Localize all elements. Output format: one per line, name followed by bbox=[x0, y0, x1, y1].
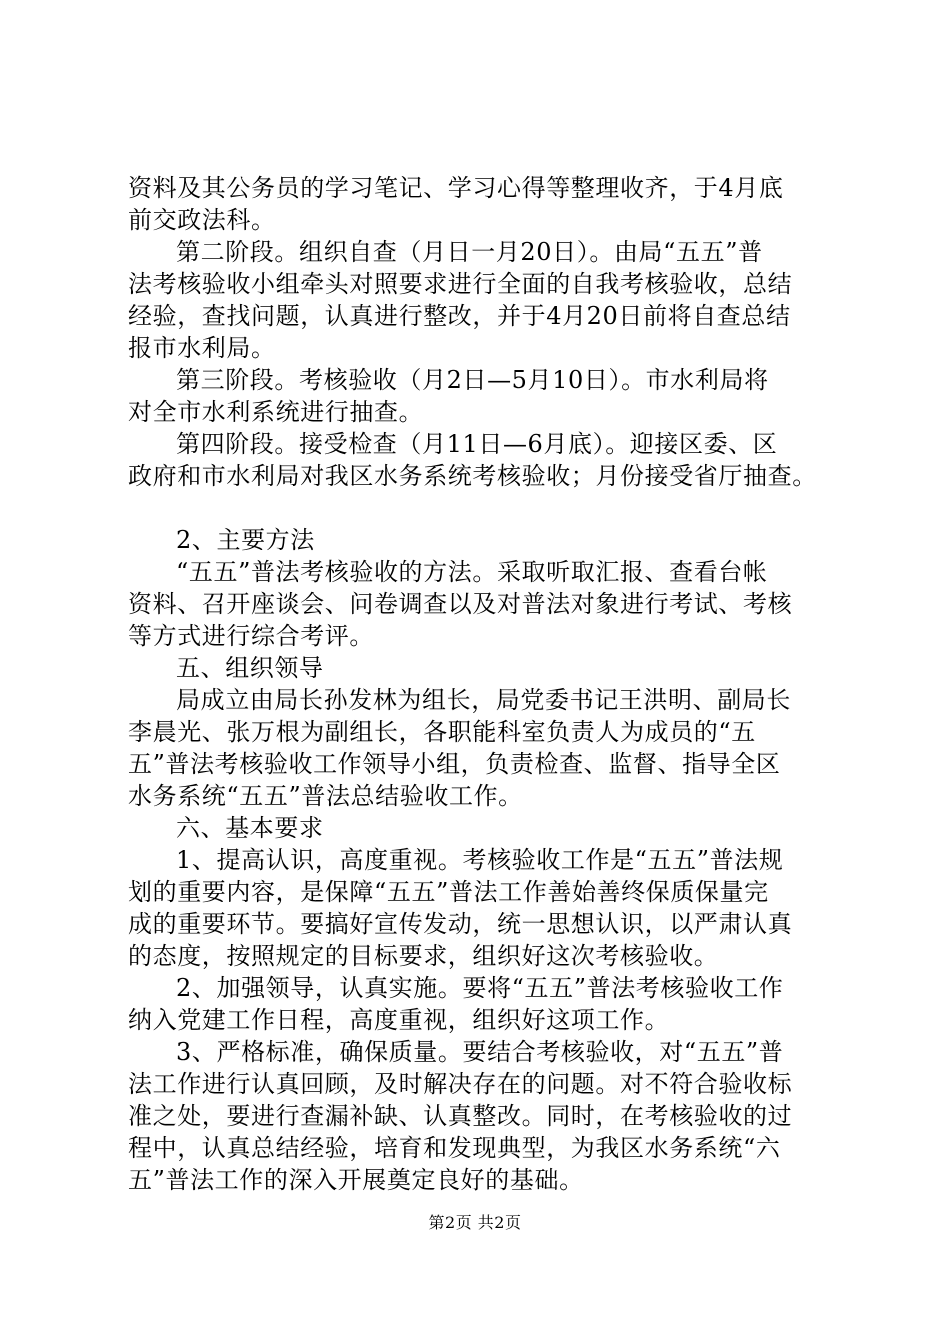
paragraph-line: 的态度，按照规定的目标要求，组织好这次考核验收。 bbox=[128, 942, 719, 970]
paragraph-line: 前交政法科。 bbox=[128, 206, 276, 234]
paragraph-line: 水务系统“五五”普法总结验收工作。 bbox=[128, 782, 523, 810]
paragraph-line: 纳入党建工作日程，高度重视，组织好这项工作。 bbox=[128, 1006, 670, 1034]
stage-three-line: 第三阶段。考核验收（月2日—5月10日）。市水利局将 bbox=[176, 366, 769, 394]
paragraph-line: 成的重要环节。要搞好宣传发动，统一思想认识，以严肃认真 bbox=[128, 910, 793, 938]
section-heading-organization: 五、组织领导 bbox=[176, 654, 324, 682]
section-heading-main-methods: 2、主要方法 bbox=[176, 526, 315, 554]
paragraph-line: 局成立由局长孙发林为组长，局党委书记王洪明、副局长 bbox=[176, 686, 791, 714]
page-footer: 第2页 共2页 bbox=[428, 1213, 522, 1232]
stage-four-line: 第四阶段。接受检查（月11日—6月底）。迎接区委、区 bbox=[176, 430, 778, 458]
paragraph-line: 程中，认真总结经验，培育和发现典型，为我区水务系统“六 bbox=[128, 1134, 781, 1162]
paragraph-line: 划的重要内容，是保障“五五”普法工作善始善终保质保量完 bbox=[128, 878, 769, 906]
requirement-three-line: 3、严格标准，确保质量。要结合考核验收，对“五五”普 bbox=[176, 1038, 784, 1066]
paragraph-line: 政府和市水利局对我区水务系统考核验收；月份接受省厅抽查。 bbox=[128, 462, 817, 490]
requirement-one-line: 1、提高认识，高度重视。考核验收工作是“五五”普法规 bbox=[176, 846, 784, 874]
stage-two-line: 第二阶段。组织自查（月日一月20日）。由局“五五”普 bbox=[176, 238, 763, 266]
paragraph-line: 五”普法考核验收工作领导小组，负责检查、监督、指导全区 bbox=[128, 750, 781, 778]
paragraph-line: 五”普法工作的深入开展奠定良好的基础。 bbox=[128, 1166, 584, 1194]
paragraph-line: 李晨光、张万根为副组长，各职能科室负责人为成员的“五 bbox=[128, 718, 756, 746]
paragraph-line: 法考核验收小组牵头对照要求进行全面的自我考核验收，总结 bbox=[128, 270, 793, 298]
paragraph-line: 报市水利局。 bbox=[128, 334, 276, 362]
paragraph-line: “五五”普法考核验收的方法。采取听取汇报、查看台帐 bbox=[176, 558, 768, 586]
paragraph-line: 等方式进行综合考评。 bbox=[128, 622, 374, 650]
requirement-two-line: 2、加强领导，认真实施。要将“五五”普法考核验收工作 bbox=[176, 974, 784, 1002]
paragraph-line: 对全市水利系统进行抽查。 bbox=[128, 398, 424, 426]
document-body bbox=[128, 172, 838, 1196]
paragraph-line: 资料、召开座谈会、问卷调查以及对普法对象进行考试、考核 bbox=[128, 590, 793, 618]
paragraph-line: 法工作进行认真回顾，及时解决存在的问题。对不符合验收标 bbox=[128, 1070, 793, 1098]
paragraph-line: 准之处，要进行查漏补缺、认真整改。同时，在考核验收的过 bbox=[128, 1102, 793, 1130]
paragraph-line: 资料及其公务员的学习笔记、学习心得等整理收齐，于4月底 bbox=[128, 174, 784, 202]
paragraph-gap bbox=[128, 492, 838, 524]
section-heading-requirements: 六、基本要求 bbox=[176, 814, 324, 842]
paragraph-line: 经验，查找问题，认真进行整改，并于4月20日前将自查总结 bbox=[128, 302, 791, 330]
